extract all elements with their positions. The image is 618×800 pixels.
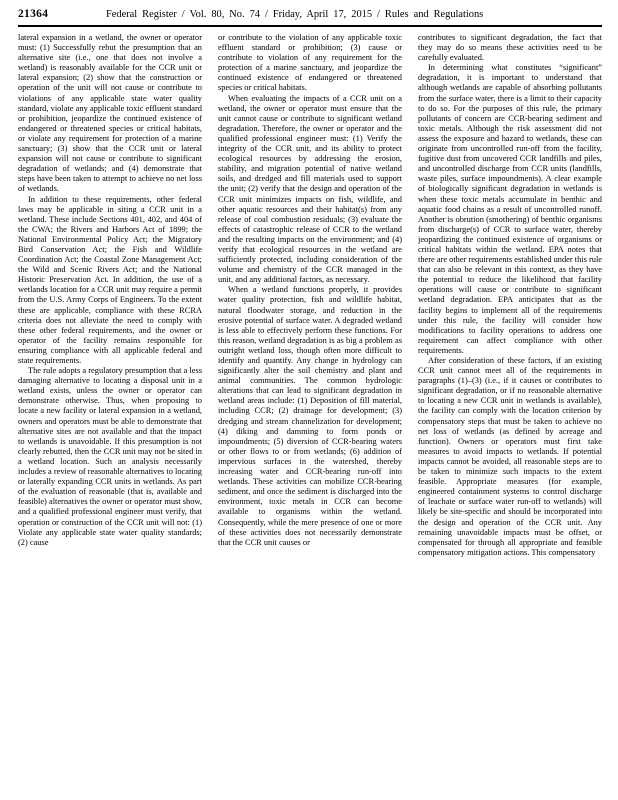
paragraph: or contribute to the violation of any applicable toxic effluent standard or prohibition; (3) cause or contribute to violation of any requirement for the protection of a marine sanctuary, and jeopardize the continued existence of endangered or threatened species or critical habitats. (218, 33, 402, 93)
paragraph: When a wetland functions properly, it provides water quality protection, fish and wildlife habitat, natural floodwater storage, and reduction in the erosive potential of surface water. A degraded wetland is less able to effectively perform these functions. For this reason, wetland degradation is as big a problem as outright wetland loss, though often more difficult to identify and quantify. Any change in hydrology can significantly alter the soil chemistry and plant and animal communities. The common hydrologic alterations that can lead to significant degradation in wetland areas include: (1) Deposition of fill material, including CCR; (2) drainage for development; (3) dredging and stream channelization for development; (4) diking and damming to form ponds or impoundments; (5) diversion of CCR-bearing waters or other flows to or from wetlands; (6) addition of impervious surfaces in the watershed, thereby increasing water and CCR-bearing run-off into wetlands. These activities can mobilize CCR-bearing sediment, and once the sediment is discharged into the environment, toxic metals in CCR can become available to organisms within the wetland. Consequently, while the mere presence of one or more of these activities does not necessarily demonstrate that the CCR unit causes or (218, 285, 402, 547)
page-number: 21364 (18, 8, 49, 20)
paragraph: In addition to these requirements, other federal laws may be applicable in siting a CCR unit in a wetland. These include Sections 401, 402, and 404 of the CWA; the Rivers and Harbors Act of 1899; the National Environmental Policy Act; the Migratory Bird Conservation Act; the Fish and Wildlife Coordination Act; the Coastal Zone Management Act; the Wild and Scenic Rivers Act; and the National Historic Preservation Act. In addition, the use of a wetlands location for a CCR unit may require a permit from the U.S. Army Corps of Engineers. To the extent these are applicable, compliance with these RCRA criteria does not alleviate the need to comply with these other federal requirements, and the owner or operator of the facility remains responsible for ensuring compliance with all applicable federal and state requirements. (18, 194, 202, 365)
paragraph: When evaluating the impacts of a CCR unit on a wetland, the owner or operator must ensure that the unit cannot cause or contribute to significant wetland degradation. Therefore, the owner or operator and the qualified professional engineer must: (1) Verify the integrity of the CCR unit, and its ability to protect ecological resources by addressing the erosion, stability, and migration potential of native wetland soils, and dredged and fill materials used to support the unit; (2) verify that the design and operation of the CCR unit minimizes impacts on fish, wildlife, and other aquatic resources and their habitat(s) from any release of coal combustion residuals; (3) evaluate the effects of catastrophic release of CCR to the wetland and the resulting impacts on the environment; and (4) verify that ecological resources in the wetland are sufficiently protected, including consideration of the volume and chemistry of the CCR managed in the unit, and any additional factors, as necessary. (218, 93, 402, 285)
paragraph: After consideration of these factors, if an existing CCR unit cannot meet all of the requirements in paragraphs (1)–(3) (i.e., if it causes or contributes to significant degradation, or if no reasonable alternative to locating a new CCR unit in wetlands is available), the facility can comply with the location criterion by compensatory steps that must be taken to achieve no net loss of wetlands (as defined by acreage and function). Owners or operators must first take measures to avoid impacts to wetlands. If potential impacts cannot be avoided, all reasonable steps are to be taken to minimize such impacts to the extent feasible. Appropriate measures (for example, engineered containment systems to control discharge of leachate or surface water run-off to wetlands) will likely be site-specific and should be incorporated into the design and operation of the CCR unit. Any remaining unavoidable impacts must be offset, or compensated for through all appropriate and feasible compensatory mitigation actions. This compensatory (418, 356, 602, 557)
paragraph: contributes to significant degradation, the fact that they may do so means these activities need to be carefully evaluated. (418, 33, 602, 63)
paragraph: The rule adopts a regulatory presumption that a less damaging alternative to locating a disposal unit in a wetland exists, unless the owner or operator can demonstrate otherwise. Thus, when proposing to locate a new facility or lateral expansion in a wetland, owners and operators must be able to demonstrate that alternative sites are not available and that the impact to wetlands is unavoidable. If this presumption is not clearly rebutted, then the CCR unit may not be sited in a wetland location. Such an analysis necessarily includes a review of reasonable alternatives to locating or laterally expanding CCR units in wetlands. As part of the evaluation of reasonable (that is, available and feasible) alternatives the owner or operator must show, and a qualified professional engineer must verify, that operation or construction of the CCR unit will not: (1) Violate any applicable state water quality standards; (2) cause (18, 366, 202, 547)
page-header (18, 8, 602, 26)
text-column-3 (418, 33, 602, 785)
header-rule (18, 25, 602, 27)
paragraph: In determining what constitutes “significant” degradation, it is important to understand that although wetlands are capable of absorbing pollutants from the surface water, there is a limit to their capacity to do so. For the purposes of this rule, the primary pollutants of concern are CCR-bearing sediment and toxic metals. Although the risk assessment did not assess the exposure and hazard to wetlands, these can originate from uncontrolled run-off from the facility, fugitive dust from uncovered CCR landfills and piles, and uncontrolled discharge from CCR units (landfills, waste piles, surface impoundments). A clear example of biologically significant degradation in wetlands is when these toxic metals accumulate in benthic and aquatic food chains as a result of uncontrolled runoff. Another is obrution (smothering) of benthic organisms from discharge(s) of CCR to surface water, thereby jeopardizing the continued existence of organisms or critical habitats within the wetland. EPA notes that there are other requirements established under this rule that can also be relevant in this context, as they have the potential to reduce the likelihood that facility operations will cause or contribute to significant wetland degradation. EPA anticipates that as the facility begins to implement all of the requirements under this rule, the facility will consider how modifications to facility operations to address one requirement can affect compliance with other requirements. (418, 63, 602, 355)
text-column-2 (218, 33, 402, 785)
text-column-1 (18, 33, 202, 785)
paragraph: lateral expansion in a wetland, the owner or operator must: (1) Successfully rebut the presumption that an alternative site (i.e., one that does not involve a wetland) is reasonably available for the CCR unit or lateral expansion; (2) show that the construction or operation of the unit will not cause or contribute to violations of any applicable state water quality standard, violate any applicable toxic effluent standard or prohibition, jeopardize the continued existence of endangered or threatened species or critical habitats, or violate any requirement for protection of a marine sanctuary; (3) show that the CCR unit or lateral expansion will not cause or contribute to significant degradation of wetlands; and (4) demonstrate that steps have been taken to attempt to achieve no net loss of wetlands. (18, 33, 202, 194)
running-head: Federal Register / Vol. 80, No. 74 / Friday, April 17, 2015 / Rules and Regulations (106, 9, 484, 20)
